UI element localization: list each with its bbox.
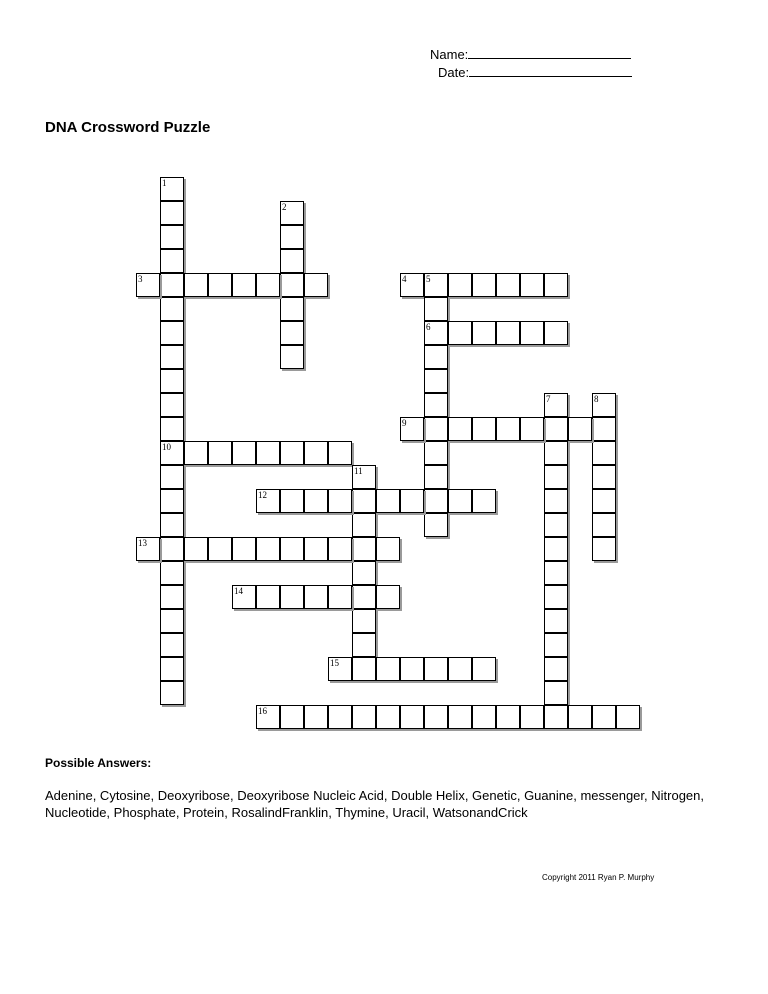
grid-cell[interactable] <box>544 585 568 609</box>
grid-cell[interactable] <box>424 273 448 297</box>
grid-cell[interactable] <box>496 417 520 441</box>
grid-cell[interactable] <box>328 537 352 561</box>
grid-cell[interactable] <box>184 441 208 465</box>
grid-cell[interactable] <box>160 297 184 321</box>
clue-number: 13 <box>138 538 147 548</box>
grid-cell[interactable] <box>280 705 304 729</box>
grid-cell[interactable] <box>448 705 472 729</box>
grid-cell[interactable] <box>160 489 184 513</box>
name-blank-line[interactable] <box>468 46 631 59</box>
grid-cell[interactable] <box>592 489 616 513</box>
grid-cell[interactable] <box>448 321 472 345</box>
grid-cell[interactable] <box>328 657 352 681</box>
grid-cell[interactable] <box>448 417 472 441</box>
grid-cell[interactable] <box>328 441 352 465</box>
grid-cell[interactable] <box>400 705 424 729</box>
grid-cell[interactable] <box>424 489 448 513</box>
grid-cell[interactable] <box>568 705 592 729</box>
grid-cell[interactable] <box>400 417 424 441</box>
name-field[interactable] <box>430 46 631 63</box>
grid-cell[interactable] <box>160 513 184 537</box>
grid-cell[interactable] <box>424 513 448 537</box>
grid-cell[interactable] <box>160 441 184 465</box>
grid-cell[interactable] <box>136 273 160 297</box>
grid-cell[interactable] <box>160 585 184 609</box>
grid-cell[interactable] <box>184 537 208 561</box>
grid-cell[interactable] <box>352 657 376 681</box>
grid-cell[interactable] <box>544 561 568 585</box>
grid-cell[interactable] <box>544 393 568 417</box>
grid-cell[interactable] <box>376 705 400 729</box>
grid-cell[interactable] <box>304 273 328 297</box>
clue-number: 14 <box>234 586 243 596</box>
grid-cell[interactable] <box>352 705 376 729</box>
grid-cell[interactable] <box>376 537 400 561</box>
grid-cell[interactable] <box>424 657 448 681</box>
clue-number: 2 <box>282 202 287 212</box>
grid-cell[interactable] <box>424 369 448 393</box>
grid-cell[interactable] <box>352 585 376 609</box>
grid-cell[interactable] <box>160 201 184 225</box>
grid-cell[interactable] <box>592 417 616 441</box>
clue-number: 5 <box>426 274 431 284</box>
grid-cell[interactable] <box>304 489 328 513</box>
grid-cell[interactable] <box>256 273 280 297</box>
grid-cell[interactable] <box>424 465 448 489</box>
grid-cell[interactable] <box>160 681 184 705</box>
grid-cell[interactable] <box>472 657 496 681</box>
grid-cell[interactable] <box>328 705 352 729</box>
grid-cell[interactable] <box>352 513 376 537</box>
grid-cell[interactable] <box>400 273 424 297</box>
clue-number: 4 <box>402 274 407 284</box>
grid-cell[interactable] <box>544 633 568 657</box>
clue-number: 7 <box>546 394 551 404</box>
grid-cell[interactable] <box>544 681 568 705</box>
grid-cell[interactable] <box>256 489 280 513</box>
grid-cell[interactable] <box>592 705 616 729</box>
grid-cell[interactable] <box>448 489 472 513</box>
date-field[interactable] <box>438 64 632 81</box>
copyright-notice: Copyright 2011 Ryan P. Murphy <box>542 873 655 882</box>
grid-cell[interactable] <box>616 705 640 729</box>
grid-cell[interactable] <box>568 417 592 441</box>
grid-cell[interactable] <box>280 441 304 465</box>
grid-cell[interactable] <box>304 585 328 609</box>
grid-cell[interactable] <box>424 297 448 321</box>
grid-cell[interactable] <box>256 441 280 465</box>
grid-cell[interactable] <box>256 705 280 729</box>
grid-cell[interactable] <box>592 465 616 489</box>
grid-cell[interactable] <box>424 705 448 729</box>
grid-cell[interactable] <box>160 393 184 417</box>
grid-cell[interactable] <box>544 465 568 489</box>
grid-cell[interactable] <box>184 273 208 297</box>
grid-cell[interactable] <box>400 489 424 513</box>
grid-cell[interactable] <box>520 417 544 441</box>
date-blank-line[interactable] <box>469 64 632 77</box>
grid-cell[interactable] <box>472 273 496 297</box>
grid-cell[interactable] <box>520 321 544 345</box>
grid-cell[interactable] <box>136 537 160 561</box>
grid-cell[interactable] <box>376 489 400 513</box>
grid-cell[interactable] <box>280 489 304 513</box>
grid-cell[interactable] <box>160 249 184 273</box>
grid-cell[interactable] <box>544 657 568 681</box>
grid-cell[interactable] <box>280 201 304 225</box>
grid-cell[interactable] <box>496 321 520 345</box>
clue-number: 16 <box>258 706 267 716</box>
grid-cell[interactable] <box>424 321 448 345</box>
grid-cell[interactable] <box>472 417 496 441</box>
grid-cell[interactable] <box>256 537 280 561</box>
date-label: Date: <box>438 65 470 80</box>
grid-cell[interactable] <box>208 441 232 465</box>
grid-cell[interactable] <box>160 345 184 369</box>
grid-cell[interactable] <box>208 273 232 297</box>
grid-cell[interactable] <box>544 489 568 513</box>
grid-cell[interactable] <box>424 417 448 441</box>
grid-cell[interactable] <box>544 273 568 297</box>
grid-cell[interactable] <box>232 537 256 561</box>
clue-number: 12 <box>258 490 267 500</box>
grid-cell[interactable] <box>496 705 520 729</box>
grid-cell[interactable] <box>376 657 400 681</box>
grid-cell[interactable] <box>472 321 496 345</box>
grid-cell[interactable] <box>304 705 328 729</box>
grid-cell[interactable] <box>160 417 184 441</box>
grid-cell[interactable] <box>544 321 568 345</box>
grid-cell[interactable] <box>544 417 568 441</box>
grid-cell[interactable] <box>448 657 472 681</box>
clue-number: 10 <box>162 442 171 452</box>
grid-cell[interactable] <box>280 585 304 609</box>
grid-cell[interactable] <box>160 561 184 585</box>
grid-cell[interactable] <box>352 537 376 561</box>
clue-number: 15 <box>330 658 339 668</box>
grid-cell[interactable] <box>160 537 184 561</box>
clue-number: 3 <box>138 274 143 284</box>
grid-cell[interactable] <box>208 537 232 561</box>
grid-cell[interactable] <box>424 441 448 465</box>
grid-cell[interactable] <box>592 513 616 537</box>
grid-cell[interactable] <box>280 321 304 345</box>
grid-cell[interactable] <box>424 393 448 417</box>
page-title: DNA Crossword Puzzle <box>45 119 211 136</box>
clue-number: 8 <box>594 394 599 404</box>
clue-number: 1 <box>162 178 167 188</box>
grid-cell[interactable] <box>160 633 184 657</box>
grid-cell[interactable] <box>160 609 184 633</box>
grid-cell[interactable] <box>280 537 304 561</box>
clue-number: 11 <box>354 466 363 476</box>
clue-number: 6 <box>426 322 431 332</box>
grid-cell[interactable] <box>280 273 304 297</box>
grid-cell[interactable] <box>232 273 256 297</box>
grid-cell[interactable] <box>592 537 616 561</box>
grid-cell[interactable] <box>160 225 184 249</box>
grid-cell[interactable] <box>544 441 568 465</box>
grid-cell[interactable] <box>280 225 304 249</box>
grid-cell[interactable] <box>352 465 376 489</box>
grid-cell[interactable] <box>352 633 376 657</box>
grid-cell[interactable] <box>592 441 616 465</box>
grid-cell[interactable] <box>160 177 184 201</box>
grid-cell[interactable] <box>376 585 400 609</box>
grid-cell[interactable] <box>448 273 472 297</box>
grid-cell[interactable] <box>496 273 520 297</box>
name-label: Name: <box>430 47 469 62</box>
grid-cell[interactable] <box>280 345 304 369</box>
grid-cell[interactable] <box>352 489 376 513</box>
grid-cell[interactable] <box>544 537 568 561</box>
answers-list: Adenine, Cytosine, Deoxyribose, Deoxyribose Nucleic Acid, Double Helix, Genetic, Guanine, messenger, Nitrogen, Nucleotide, Phosphate, Protein, RosalindFranklin, Thymine, Uracil, WatsonandCrick <box>45 788 705 820</box>
clue-number: 9 <box>402 418 407 428</box>
grid-cell[interactable] <box>520 273 544 297</box>
grid-cell[interactable] <box>160 369 184 393</box>
grid-cell[interactable] <box>472 705 496 729</box>
grid-cell[interactable] <box>424 345 448 369</box>
answers-heading: Possible Answers: <box>45 756 152 770</box>
grid-cell[interactable] <box>328 489 352 513</box>
grid-cell[interactable] <box>352 609 376 633</box>
grid-cell[interactable] <box>592 393 616 417</box>
grid-cell[interactable] <box>280 297 304 321</box>
grid-cell[interactable] <box>544 609 568 633</box>
grid-cell[interactable] <box>160 465 184 489</box>
grid-cell[interactable] <box>472 489 496 513</box>
grid-cell[interactable] <box>232 441 256 465</box>
grid-cell[interactable] <box>280 249 304 273</box>
grid-cell[interactable] <box>304 441 328 465</box>
grid-cell[interactable] <box>160 273 184 297</box>
grid-cell[interactable] <box>160 657 184 681</box>
grid-cell[interactable] <box>232 585 256 609</box>
grid-cell[interactable] <box>304 537 328 561</box>
grid-cell[interactable] <box>520 705 544 729</box>
grid-cell[interactable] <box>352 561 376 585</box>
grid-cell[interactable] <box>544 705 568 729</box>
grid-cell[interactable] <box>160 321 184 345</box>
grid-cell[interactable] <box>544 513 568 537</box>
grid-cell[interactable] <box>400 657 424 681</box>
grid-cell[interactable] <box>256 585 280 609</box>
grid-cell[interactable] <box>328 585 352 609</box>
